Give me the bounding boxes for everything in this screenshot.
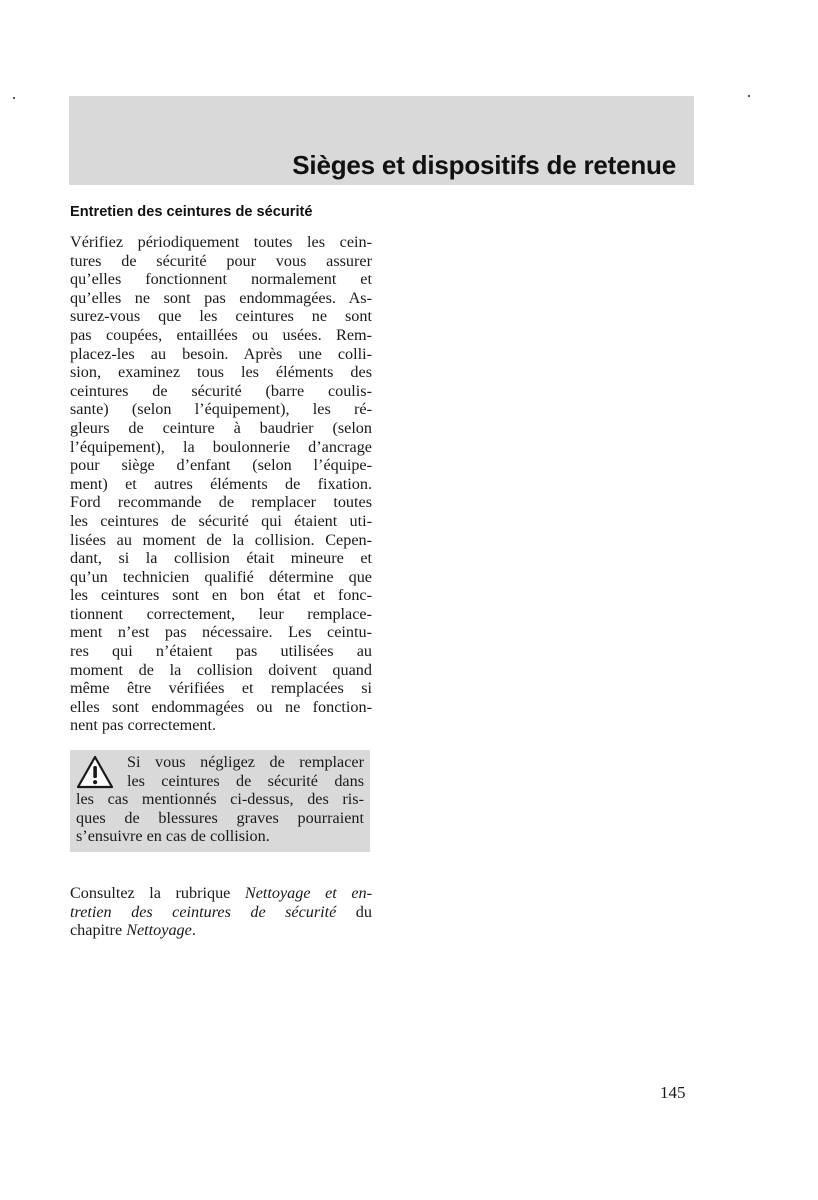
paragraph-line: les ceintures sont en bon état et fonc- <box>70 586 372 605</box>
crop-mark-right <box>748 95 750 97</box>
paragraph-line: placez-les au besoin. Après une colli- <box>70 344 372 363</box>
paragraph-line: qu’elles fonctionnent normalement et <box>70 270 372 289</box>
warning-line: les cas mentionnés ci-dessus, des ris- <box>76 790 364 809</box>
reference-line <box>70 921 372 940</box>
warning-box <box>70 750 370 852</box>
reference-chapter-name: Nettoyage <box>126 921 192 940</box>
paragraph-line: ceintures de sécurité (barre coulis- <box>70 381 372 400</box>
paragraph-line: tures de sécurité pour vous assurer <box>70 251 372 270</box>
reference-text: . <box>191 921 196 940</box>
paragraph-line: dant, si la collision était mineure et <box>70 549 372 568</box>
paragraph-line: surez-vous que les ceintures ne sont <box>70 307 372 326</box>
paragraph-line: pour siège d’enfant (selon l’équipe- <box>70 456 372 475</box>
paragraph-line: gleurs de ceinture à baudrier (selon <box>70 418 372 437</box>
paragraph-line: Ford recommande de remplacer toutes <box>70 493 372 512</box>
body-paragraph <box>70 233 372 735</box>
warning-line: les ceintures de sécurité dans <box>127 771 364 790</box>
paragraph-line: pas coupées, entaillées ou usées. Rem- <box>70 325 372 344</box>
reference-text: chapitre <box>70 921 127 940</box>
paragraph-line: Vérifiez périodiquement toutes les cein- <box>70 233 372 251</box>
reference-line <box>70 903 372 922</box>
reference-text: du <box>336 902 372 921</box>
paragraph-line: tionnent correctement, leur remplace- <box>70 604 372 623</box>
paragraph-line: ment n’est pas nécessaire. Les ceintu- <box>70 623 372 642</box>
paragraph-line: elles sont endommagées ou ne fonction- <box>70 697 372 716</box>
crop-mark-left <box>13 97 15 99</box>
reference-link-title: Nettoyage et en- <box>244 884 373 903</box>
paragraph-line: lisées au moment de la collision. Cepen- <box>70 530 372 549</box>
paragraph-line: qu’un technicien qualifié détermine que <box>70 567 372 586</box>
paragraph-line: l’équipement), la boulonnerie d’ancrage <box>70 437 372 456</box>
paragraph-line: qu’elles ne sont pas endommagées. As- <box>70 288 372 307</box>
chapter-header-band <box>69 96 694 185</box>
paragraph-line: moment de la collision doivent quand <box>70 660 372 679</box>
reference-paragraph <box>70 884 372 940</box>
paragraph-line: sion, examinez tous les éléments des <box>70 363 372 382</box>
reference-link-title: tretien des ceintures de sécurité <box>70 902 337 921</box>
warning-line: Si vous négligez de remplacer <box>127 753 364 772</box>
reference-text: Consultez la rubrique <box>70 884 245 903</box>
paragraph-line: res qui n’étaient pas utilisées au <box>70 642 372 661</box>
reference-line <box>70 884 372 903</box>
paragraph-line: même être vérifiées et remplacées si <box>70 679 372 698</box>
paragraph-line: nent pas correctement. <box>70 716 217 735</box>
paragraph-line: ment) et autres éléments de fixation. <box>70 474 372 493</box>
section-heading: Entretien des ceintures de sécurité <box>70 204 313 220</box>
warning-text <box>76 753 364 846</box>
paragraph-line: sante) (selon l’équipement), les ré- <box>70 400 372 419</box>
paragraph-line: les ceintures de sécurité qui étaient uti- <box>70 511 372 530</box>
warning-line: ques de blessures graves pourraient <box>76 808 364 827</box>
main-column <box>70 204 372 956</box>
chapter-title: Sièges et dispositifs de retenue <box>292 150 676 180</box>
page-number: 145 <box>660 1083 686 1102</box>
warning-line: s’ensuivre en cas de collision. <box>76 827 270 846</box>
